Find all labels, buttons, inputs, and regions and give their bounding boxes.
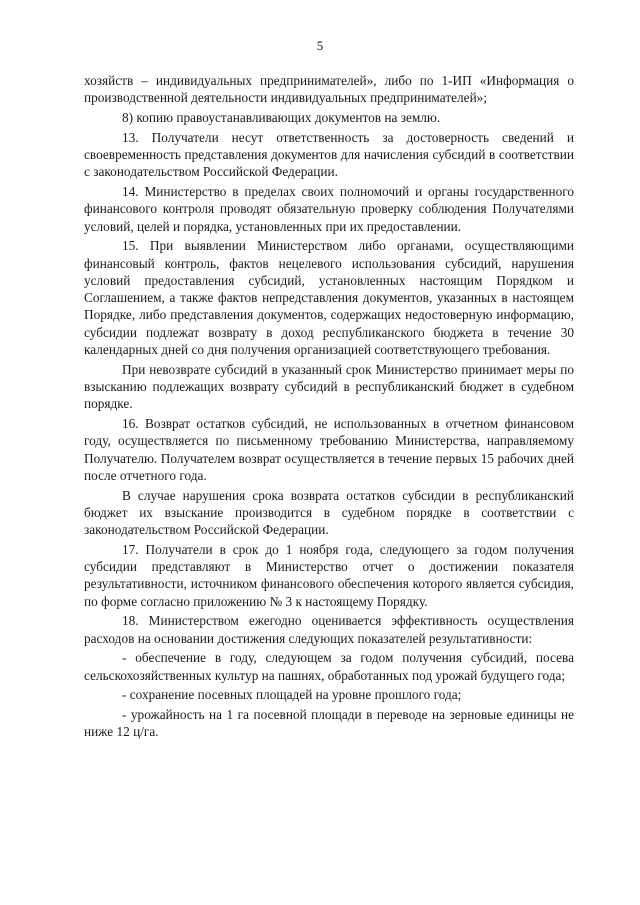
paragraph: 18. Министерством ежегодно оценивается эффективность осуществления расходов на основании достижения следующих показателей результативности: [84,613,574,646]
paragraph: - сохранение посевных площадей на уровне прошлого года; [122,687,462,703]
paragraph: 15. При выявлении Министерством либо органами, осуществляющими финансовый контроль, фактов нецелевого использования субсидий, нарушения условий предоставления субсидий, установленных настоящим Порядком и Соглашением, а также фактов непредставления документов, указанных в настоящем Порядке, либо представления документов, содержащих недостоверную информацию, субсидии подлежат возврату в доход республиканского бюджета в течение 30 календарных дней со дня получения организацией соответствующего требования. [84,238,574,358]
page-number: 5 [316,38,324,53]
paragraph: 8) копию правоустанавливающих документов на землю. [122,109,441,125]
paragraph: 13. Получатели несут ответственность за достоверность сведений и своевременность представления документов для начисления субсидий в соответствии с законодательством Российской Федерации. [84,129,574,180]
paragraph: - обеспечение в году, следующем за годом получения субсидий, посева сельскохозяйственных культур на пашнях, обработанных под урожай будущего года; [84,650,574,683]
paragraph: В случае нарушения срока возврата остатков субсидии в республиканский бюджет их взыскание производится в судебном порядке в соответствии с законодательством Российской Федерации. [84,487,574,538]
paragraph: 16. Возврат остатков субсидий, не использованных в отчетном финансовом году, осуществляется по письменному требованию Министерства, направляемому Получателю. Получателем возврат осуществляется в течение первых 15 рабочих дней после отчетного года. [84,415,574,483]
document-body [84,72,574,743]
paragraph: 14. Министерство в пределах своих полномочий и органы государственного финансового контроля проводят обязательную проверку соблюдения Получателями условий, целей и порядка, установленных при их предоставлении. [84,183,574,234]
paragraph: - урожайность на 1 га посевной площади в переводе на зерновые единицы не ниже 12 ц/га. [84,707,574,740]
paragraph: хозяйств – индивидуальных предпринимателей», либо по 1-ИП «Информация о производственной деятельности индивидуальных предпринимателей»; [84,73,574,106]
paragraph: 17. Получатели в срок до 1 ноября года, следующего за годом получения субсидии представляют в Министерство отчет о достижении показателя результативности, источником финансового обеспечения которого является субсидия, по форме согласно приложению № 3 к настоящему Порядку. [84,541,574,609]
paragraph: При невозврате субсидий в указанный срок Министерство принимает меры по взысканию подлежащих возврату субсидий в республиканский бюджет в судебном порядке. [84,361,574,412]
